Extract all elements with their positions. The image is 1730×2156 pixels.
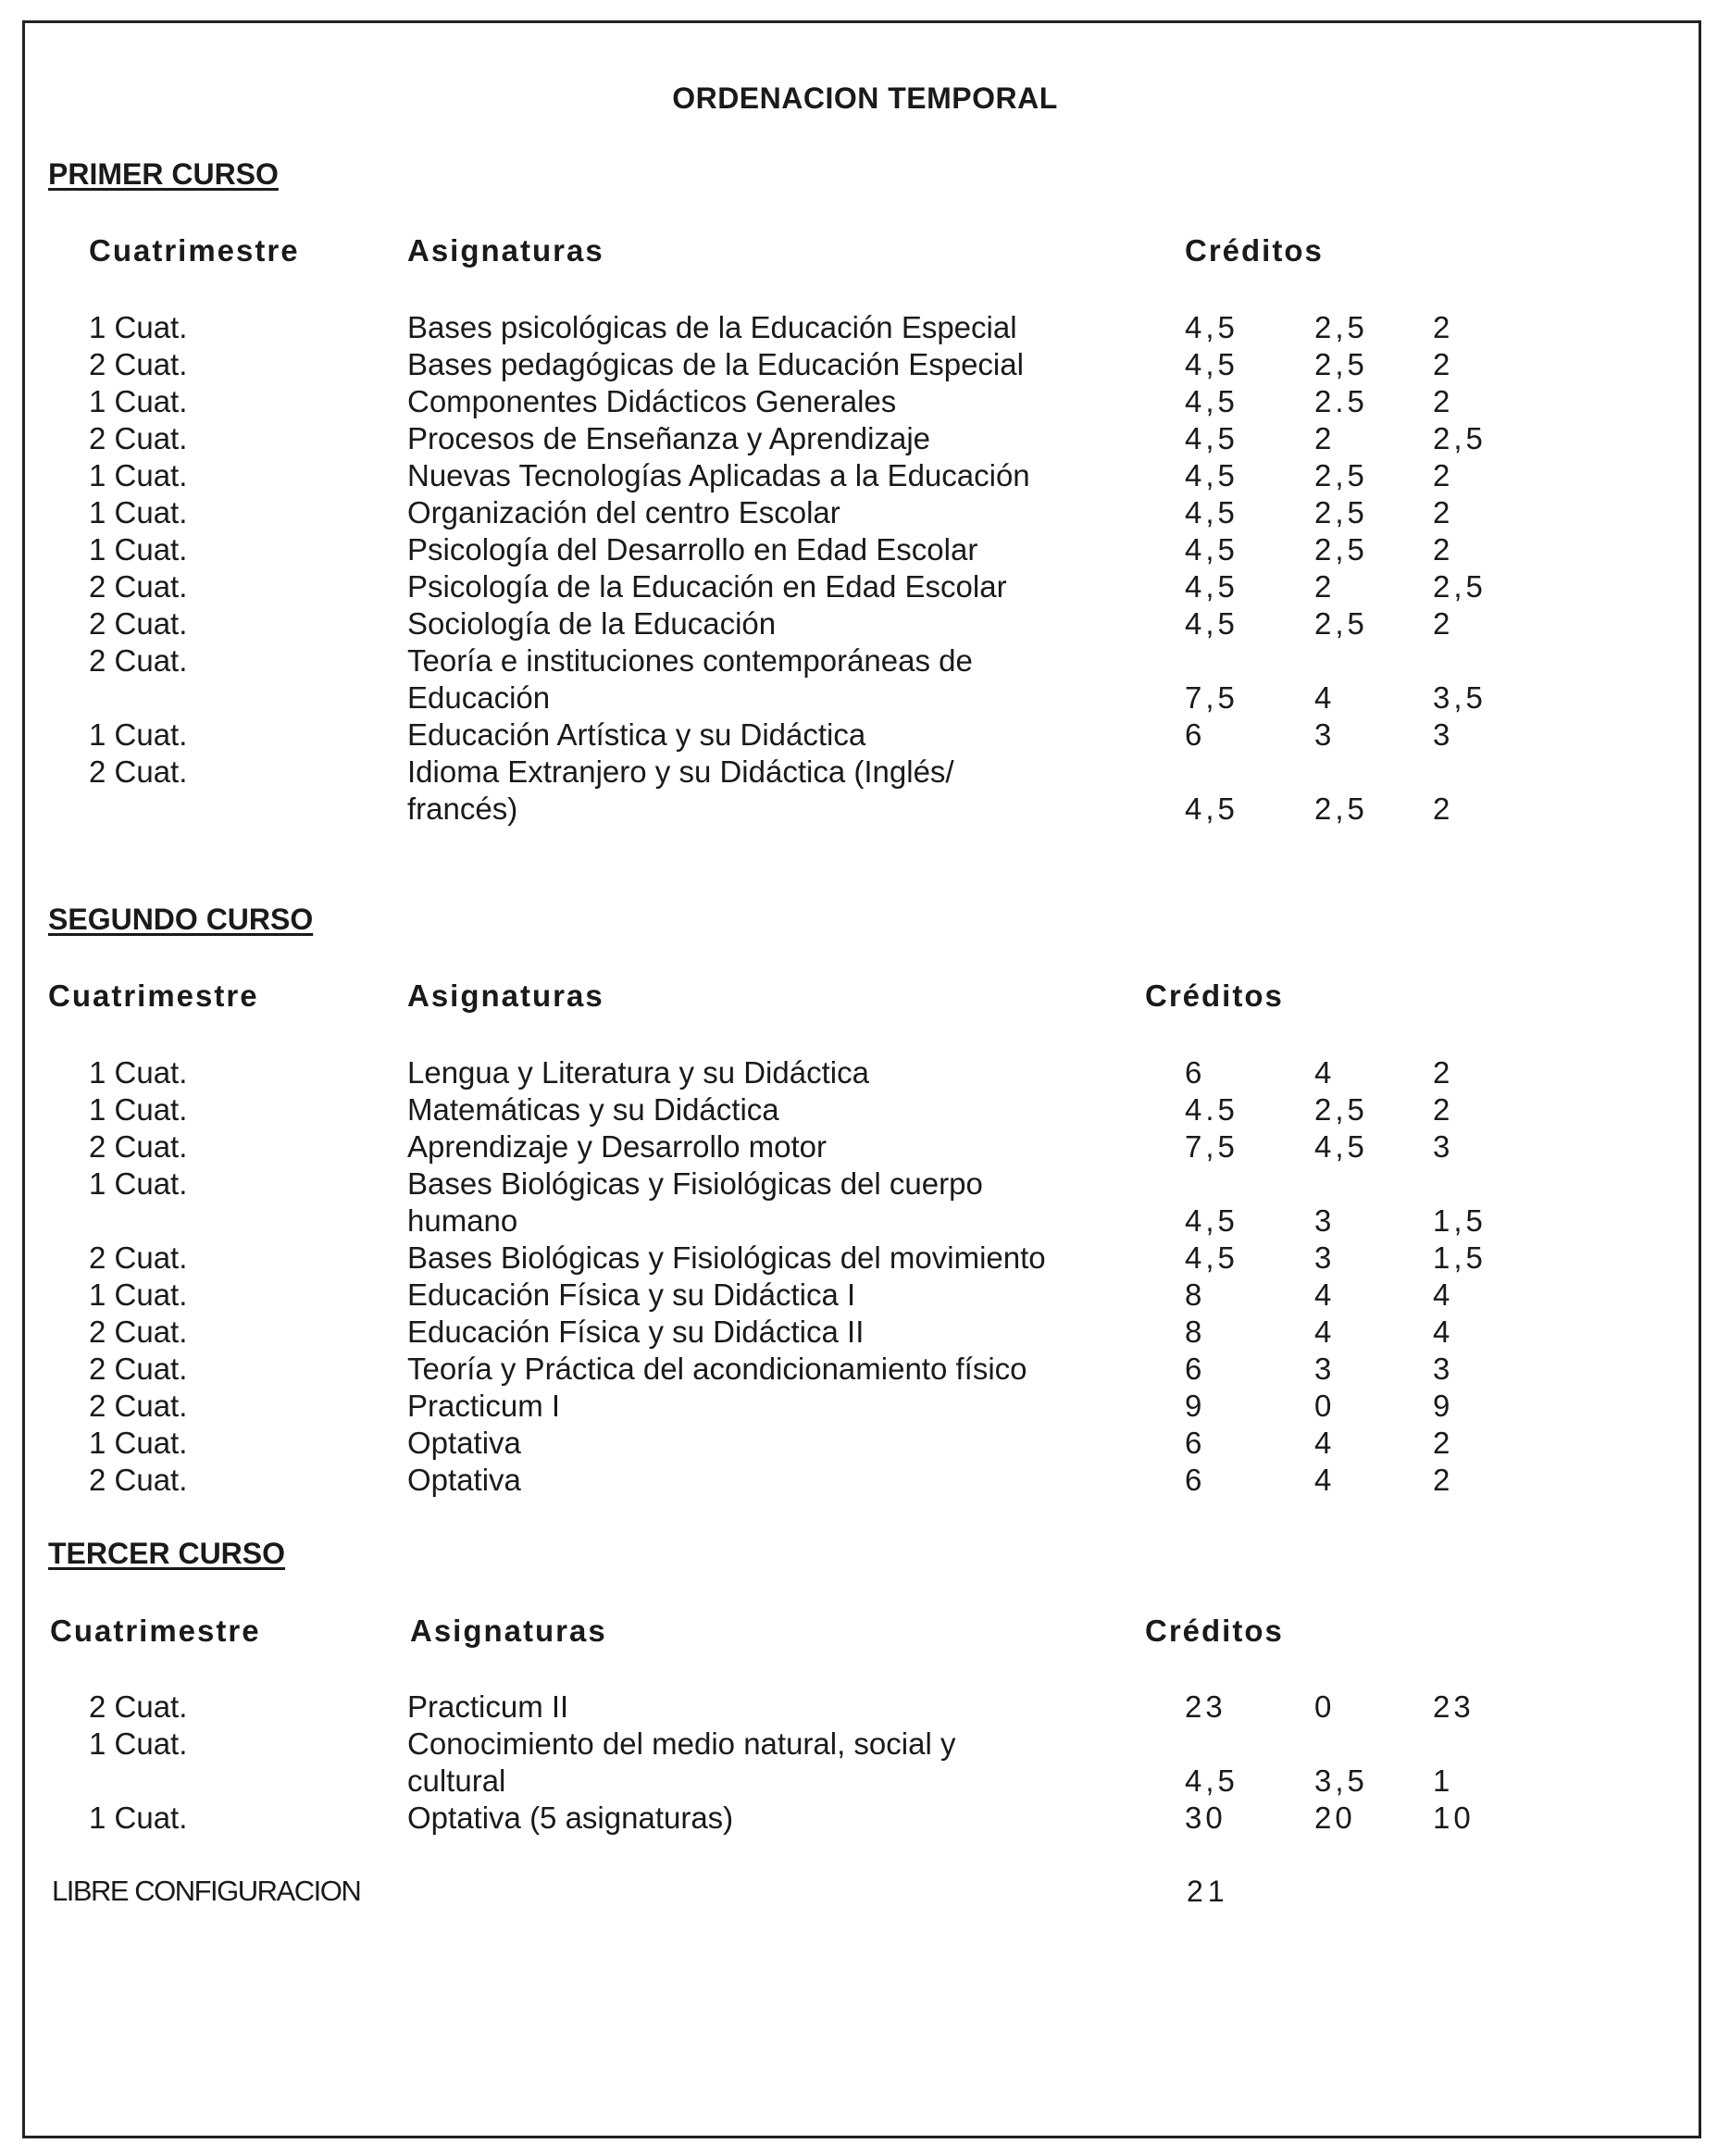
credits-practice-cell: 2 xyxy=(1433,1055,1454,1090)
credits-theory-cell: 4 xyxy=(1314,680,1336,715)
subject-cell: Idioma Extranjero y su Didáctica (Inglés/ xyxy=(407,754,954,789)
term-cell: 2 Cuat. xyxy=(89,643,188,678)
credits-theory-cell: 0 xyxy=(1314,1389,1336,1423)
section-heading-segundo: SEGUNDO CURSO xyxy=(48,903,314,936)
term-cell: 1 Cuat. xyxy=(89,1055,188,1090)
subject-cell: Nuevas Tecnologías Aplicadas a la Educación xyxy=(407,458,1030,492)
term-cell: 2 Cuat. xyxy=(89,754,188,789)
credits-total-cell: 4,5 xyxy=(1185,310,1238,344)
credits-practice-cell: 2 xyxy=(1433,606,1454,641)
table-row xyxy=(0,495,1730,532)
term-cell: 2 Cuat. xyxy=(89,1240,188,1275)
credits-total-cell: 7,5 xyxy=(1185,680,1238,715)
subject-cell: Lengua y Literatura y su Didáctica xyxy=(407,1055,869,1090)
credits-total-cell: 4,5 xyxy=(1185,1763,1238,1798)
term-cell: 1 Cuat. xyxy=(89,1277,188,1312)
credits-theory-cell: 4 xyxy=(1314,1315,1336,1349)
credits-theory-cell: 3 xyxy=(1314,1203,1336,1238)
term-cell: 1 Cuat. xyxy=(89,717,188,752)
credits-theory-cell: 3 xyxy=(1314,1240,1336,1275)
credits-theory-cell: 4 xyxy=(1314,1463,1336,1497)
credits-practice-cell: 2,5 xyxy=(1433,569,1487,604)
term-cell: 1 Cuat. xyxy=(89,1166,188,1201)
table-row xyxy=(0,1203,1730,1240)
table-row xyxy=(0,384,1730,421)
subject-cell: francés) xyxy=(407,791,518,826)
credits-total-cell: 4.5 xyxy=(1185,1092,1238,1127)
subject-cell: Psicología del Desarrollo en Edad Escolar xyxy=(407,532,978,567)
table-row xyxy=(0,1689,1730,1726)
col-header-term: Cuatrimestre xyxy=(48,978,259,1013)
term-cell: 2 Cuat. xyxy=(89,1315,188,1349)
col-header-subject: Asignaturas xyxy=(407,978,604,1013)
term-cell: 2 Cuat. xyxy=(89,1463,188,1497)
term-cell: 2 Cuat. xyxy=(89,421,188,455)
libre-configuracion-label: LIBRE CONFIGURACION xyxy=(52,1875,361,1907)
credits-theory-cell: 2 xyxy=(1314,421,1336,455)
term-cell: 1 Cuat. xyxy=(89,1092,188,1127)
col-header-term: Cuatrimestre xyxy=(89,233,300,268)
credits-total-cell: 4,5 xyxy=(1185,1203,1238,1238)
credits-total-cell: 7,5 xyxy=(1185,1129,1238,1164)
subject-cell: Matemáticas y su Didáctica xyxy=(407,1092,779,1127)
credits-total-cell: 4,5 xyxy=(1185,384,1238,418)
table-row xyxy=(0,1726,1730,1763)
term-cell: 2 Cuat. xyxy=(89,1689,188,1724)
credits-theory-cell: 2,5 xyxy=(1314,791,1368,826)
credits-practice-cell: 4 xyxy=(1433,1315,1454,1349)
table-row xyxy=(0,569,1730,606)
credits-theory-cell: 2,5 xyxy=(1314,1092,1368,1127)
col-header-credits: Créditos xyxy=(1145,978,1284,1013)
credits-total-cell: 4,5 xyxy=(1185,421,1238,455)
table-row xyxy=(0,1463,1730,1500)
credits-total-cell: 4,5 xyxy=(1185,495,1238,530)
subject-cell: Bases psicológicas de la Educación Especial xyxy=(407,310,1017,344)
credits-total-cell: 4,5 xyxy=(1185,458,1238,492)
credits-theory-cell: 3 xyxy=(1314,1352,1336,1386)
term-cell: 1 Cuat. xyxy=(89,1726,188,1761)
table-row xyxy=(0,1092,1730,1129)
credits-total-cell: 6 xyxy=(1185,1352,1206,1386)
credits-practice-cell: 1 xyxy=(1433,1763,1454,1798)
term-cell: 1 Cuat. xyxy=(89,532,188,567)
table-row xyxy=(0,532,1730,569)
table-row xyxy=(0,680,1730,717)
table-row xyxy=(0,347,1730,384)
credits-practice-cell: 23 xyxy=(1433,1689,1475,1724)
subject-cell: Bases Biológicas y Fisiológicas del movimiento xyxy=(407,1240,1046,1275)
col-header-credits: Créditos xyxy=(1145,1614,1284,1648)
table-row xyxy=(0,754,1730,791)
table-row xyxy=(0,458,1730,495)
credits-total-cell: 6 xyxy=(1185,1463,1206,1497)
subject-cell: Procesos de Enseñanza y Aprendizaje xyxy=(407,421,931,455)
term-cell: 2 Cuat. xyxy=(89,347,188,381)
table-row xyxy=(0,421,1730,458)
term-cell: 1 Cuat. xyxy=(89,1801,188,1835)
col-header-subject: Asignaturas xyxy=(410,1614,607,1648)
col-header-subject: Asignaturas xyxy=(407,233,604,268)
credits-practice-cell: 2 xyxy=(1433,532,1454,567)
credits-practice-cell: 2 xyxy=(1433,310,1454,344)
credits-practice-cell: 1,5 xyxy=(1433,1203,1487,1238)
table-row xyxy=(0,1277,1730,1315)
table-row xyxy=(0,1801,1730,1838)
credits-total-cell: 6 xyxy=(1185,1055,1206,1090)
credits-theory-cell: 2 xyxy=(1314,569,1336,604)
credits-total-cell: 4,5 xyxy=(1185,569,1238,604)
credits-theory-cell: 4 xyxy=(1314,1277,1336,1312)
credits-total-cell: 4,5 xyxy=(1185,791,1238,826)
credits-theory-cell: 4 xyxy=(1314,1426,1336,1460)
credits-practice-cell: 10 xyxy=(1433,1801,1475,1835)
term-cell: 2 Cuat. xyxy=(89,606,188,641)
credits-theory-cell: 2,5 xyxy=(1314,606,1368,641)
credits-practice-cell: 2 xyxy=(1433,347,1454,381)
subject-cell: Practicum I xyxy=(407,1389,561,1423)
credits-total-cell: 6 xyxy=(1185,717,1206,752)
credits-practice-cell: 4 xyxy=(1433,1277,1454,1312)
credits-practice-cell: 3 xyxy=(1433,717,1454,752)
credits-practice-cell: 2 xyxy=(1433,458,1454,492)
table-row xyxy=(0,791,1730,829)
term-cell: 1 Cuat. xyxy=(89,458,188,492)
subject-cell: Bases pedagógicas de la Educación Especial xyxy=(407,347,1024,381)
table-row xyxy=(0,1129,1730,1166)
credits-theory-cell: 20 xyxy=(1314,1801,1356,1835)
credits-practice-cell: 2 xyxy=(1433,1463,1454,1497)
table-row xyxy=(0,1315,1730,1352)
term-cell: 1 Cuat. xyxy=(89,310,188,344)
table-row xyxy=(0,1166,1730,1203)
term-cell: 2 Cuat. xyxy=(89,1352,188,1386)
subject-cell: Teoría e instituciones contemporáneas de xyxy=(407,643,973,678)
credits-practice-cell: 2 xyxy=(1433,1426,1454,1460)
subject-cell: Optativa xyxy=(407,1463,521,1497)
credits-practice-cell: 1,5 xyxy=(1433,1240,1487,1275)
subject-cell: Educación Artística y su Didáctica xyxy=(407,717,866,752)
credits-theory-cell: 2,5 xyxy=(1314,495,1368,530)
credits-total-cell: 30 xyxy=(1185,1801,1226,1835)
credits-total-cell: 4,5 xyxy=(1185,1240,1238,1275)
credits-total-cell: 9 xyxy=(1185,1389,1206,1423)
credits-theory-cell: 2,5 xyxy=(1314,458,1368,492)
subject-cell: Educación xyxy=(407,680,551,715)
credits-practice-cell: 3 xyxy=(1433,1352,1454,1386)
subject-cell: cultural xyxy=(407,1763,506,1798)
libre-configuracion-value: 21 xyxy=(1187,1875,1229,1908)
table-row xyxy=(0,1240,1730,1277)
col-header-credits: Créditos xyxy=(1185,233,1324,268)
credits-theory-cell: 2,5 xyxy=(1314,347,1368,381)
credits-theory-cell: 4,5 xyxy=(1314,1129,1368,1164)
subject-cell: Sociología de la Educación xyxy=(407,606,777,641)
credits-practice-cell: 2 xyxy=(1433,1092,1454,1127)
term-cell: 2 Cuat. xyxy=(89,1129,188,1164)
credits-theory-cell: 2,5 xyxy=(1314,532,1368,567)
credits-theory-cell: 4 xyxy=(1314,1055,1336,1090)
subject-cell: Educación Física y su Didáctica II xyxy=(407,1315,865,1349)
credits-theory-cell: 0 xyxy=(1314,1689,1336,1724)
credits-practice-cell: 9 xyxy=(1433,1389,1454,1423)
credits-total-cell: 6 xyxy=(1185,1426,1206,1460)
credits-theory-cell: 3 xyxy=(1314,717,1336,752)
table-row xyxy=(0,1426,1730,1463)
term-cell: 1 Cuat. xyxy=(89,384,188,418)
subject-cell: Teoría y Práctica del acondicionamiento físico xyxy=(407,1352,1027,1386)
term-cell: 1 Cuat. xyxy=(89,1426,188,1460)
subject-cell: Organización del centro Escolar xyxy=(407,495,840,530)
subject-cell: Conocimiento del medio natural, social y xyxy=(407,1726,956,1761)
subject-cell: Optativa (5 asignaturas) xyxy=(407,1801,734,1835)
credits-practice-cell: 2 xyxy=(1433,791,1454,826)
table-row xyxy=(0,310,1730,347)
credits-theory-cell: 2,5 xyxy=(1314,310,1368,344)
credits-practice-cell: 2,5 xyxy=(1433,421,1487,455)
subject-cell: Practicum II xyxy=(407,1689,569,1724)
subject-cell: Bases Biológicas y Fisiológicas del cuerpo xyxy=(407,1166,983,1201)
section-heading-primer: PRIMER CURSO xyxy=(48,157,279,191)
credits-practice-cell: 3,5 xyxy=(1433,680,1487,715)
section-heading-tercer: TERCER CURSO xyxy=(48,1537,286,1570)
credits-total-cell: 4,5 xyxy=(1185,606,1238,641)
credits-practice-cell: 2 xyxy=(1433,495,1454,530)
page-title: ORDENACION TEMPORAL xyxy=(672,81,1058,115)
credits-total-cell: 23 xyxy=(1185,1689,1226,1724)
col-header-term: Cuatrimestre xyxy=(50,1614,261,1648)
credits-practice-cell: 2 xyxy=(1433,384,1454,418)
subject-cell: Componentes Didácticos Generales xyxy=(407,384,897,418)
subject-cell: Optativa xyxy=(407,1426,521,1460)
table-row xyxy=(0,1055,1730,1092)
credits-total-cell: 8 xyxy=(1185,1277,1206,1312)
term-cell: 2 Cuat. xyxy=(89,569,188,604)
subject-cell: Aprendizaje y Desarrollo motor xyxy=(407,1129,828,1164)
subject-cell: humano xyxy=(407,1203,518,1238)
credits-total-cell: 8 xyxy=(1185,1315,1206,1349)
credits-total-cell: 4,5 xyxy=(1185,347,1238,381)
table-row xyxy=(0,717,1730,754)
subject-cell: Psicología de la Educación en Edad Escolar xyxy=(407,569,1007,604)
credits-total-cell: 4,5 xyxy=(1185,532,1238,567)
term-cell: 2 Cuat. xyxy=(89,1389,188,1423)
credits-theory-cell: 2.5 xyxy=(1314,384,1368,418)
table-row xyxy=(0,1763,1730,1801)
term-cell: 1 Cuat. xyxy=(89,495,188,530)
credits-theory-cell: 3,5 xyxy=(1314,1763,1368,1798)
table-row xyxy=(0,1352,1730,1389)
table-row xyxy=(0,1389,1730,1426)
subject-cell: Educación Física y su Didáctica I xyxy=(407,1277,856,1312)
table-row xyxy=(0,606,1730,643)
credits-practice-cell: 3 xyxy=(1433,1129,1454,1164)
table-row xyxy=(0,643,1730,680)
